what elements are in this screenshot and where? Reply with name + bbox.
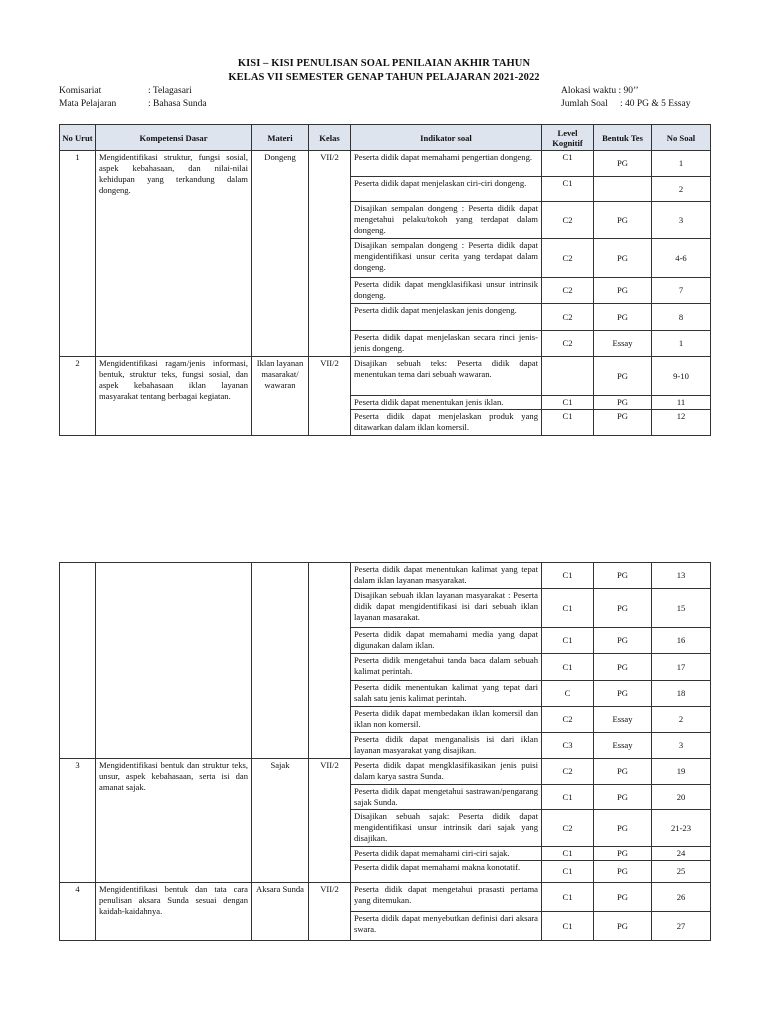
nosoal-cell: 25	[652, 861, 711, 883]
bentuk-cell: Essay	[594, 733, 652, 759]
indikator-cell: Peserta didik dapat mengetahui prasasti pertama yang ditemukan.	[351, 883, 542, 912]
indikator-cell: Peserta didik dapat menjelaskan produk yang ditawarkan dalam iklan komersil.	[351, 410, 542, 436]
bentuk-cell: PG	[594, 151, 652, 177]
col-header-bentuk: Bentuk Tes	[594, 125, 652, 151]
nosoal-cell: 2	[652, 177, 711, 202]
group-4-materi: Aksara Sunda	[252, 883, 309, 941]
level-cell: C1	[542, 912, 594, 941]
bentuk-cell: PG	[594, 810, 652, 847]
bentuk-cell: PG	[594, 861, 652, 883]
indikator-cell: Peserta didik menentukan kalimat yang tepat dari salah satu jenis kalimat perintah.	[351, 681, 542, 707]
col-header-kelas: Kelas	[309, 125, 351, 151]
indikator-cell: Peserta didik dapat memahami ciri-ciri sajak.	[351, 847, 542, 861]
nosoal-cell: 26	[652, 883, 711, 912]
group-3-kelas: VII/2	[309, 759, 351, 883]
col-header-no: No Urut	[60, 125, 96, 151]
bentuk-cell: PG	[594, 202, 652, 239]
level-cell: C1	[542, 563, 594, 589]
level-cell: C2	[542, 278, 594, 304]
komisariat-label: Komisariat	[59, 86, 102, 96]
indikator-cell: Peserta didik dapat menganalisis isi dari iklan layanan masyarakat yang disajikan.	[351, 733, 542, 759]
nosoal-cell: 21-23	[652, 810, 711, 847]
group-3-no: 3	[60, 759, 96, 883]
group-2-kelas-cont	[309, 563, 351, 759]
level-cell: C1	[542, 396, 594, 410]
level-cell: C	[542, 681, 594, 707]
alokasi-waktu: Alokasi waktu : 90’’	[561, 86, 639, 96]
indikator-cell: Peserta didik dapat mengklasifikasikan jenis puisi dalam karya sastra Sunda.	[351, 759, 542, 785]
group-2-kelas: VII/2	[309, 357, 351, 436]
nosoal-cell: 16	[652, 628, 711, 654]
table-row	[60, 759, 711, 785]
level-cell: C2	[542, 707, 594, 733]
level-cell: C2	[542, 202, 594, 239]
group-1-materi: Dongeng	[252, 151, 309, 357]
nosoal-cell: 3	[652, 733, 711, 759]
bentuk-cell: PG	[594, 681, 652, 707]
bentuk-cell: PG	[594, 628, 652, 654]
bentuk-cell: PG	[594, 304, 652, 331]
indikator-cell: Disajikan sempalan dongeng : Peserta didik dapat mengidentifikasi unsur cerita yang terdapat dalam dongeng.	[351, 239, 542, 278]
bentuk-cell: PG	[594, 912, 652, 941]
group-4-no: 4	[60, 883, 96, 941]
nosoal-cell: 13	[652, 563, 711, 589]
bentuk-cell: PG	[594, 396, 652, 410]
bentuk-cell: PG	[594, 847, 652, 861]
mapel-label: Mata Pelajaran	[59, 99, 117, 109]
group-3-kd: Mengidentifikasi bentuk dan struktur teks, unsur, aspek kebahasaan, serta isi dan amanat sajak.	[96, 759, 252, 883]
jumlah-soal-value: : 40 PG & 5 Essay	[620, 99, 691, 109]
kisi-table-part-1	[59, 124, 711, 436]
nosoal-cell: 4-6	[652, 239, 711, 278]
level-cell: C2	[542, 304, 594, 331]
level-cell	[542, 357, 594, 396]
bentuk-cell: PG	[594, 357, 652, 396]
nosoal-cell: 1	[652, 331, 711, 357]
group-4-kd: Mengidentifikasi bentuk dan tata cara penulisan aksara Sunda sesuai dengan kaidah-kaidahnya.	[96, 883, 252, 941]
level-cell: C1	[542, 151, 594, 177]
col-header-nosoal: No Soal	[652, 125, 711, 151]
col-header-kd: Kompetensi Dasar	[96, 125, 252, 151]
indikator-cell: Peserta didik dapat menjelaskan secara rinci jenis-jenis dongeng.	[351, 331, 542, 357]
nosoal-cell: 9-10	[652, 357, 711, 396]
nosoal-cell: 24	[652, 847, 711, 861]
indikator-cell: Peserta didik dapat memahami makna konotatif.	[351, 861, 542, 883]
bentuk-cell: PG	[594, 883, 652, 912]
table-row	[60, 151, 711, 177]
group-1-kd: Mengidentifikasi struktur, fungsi sosial, aspek kebahasaan, dan nilai-nilai kehidupan yang terkandung dalam dongeng.	[96, 151, 252, 357]
jumlah-soal-label: Jumlah Soal	[561, 99, 608, 109]
table-header-row	[60, 125, 711, 151]
col-header-level: Level Kognitif	[542, 125, 594, 151]
group-1-no: 1	[60, 151, 96, 357]
group-3-materi: Sajak	[252, 759, 309, 883]
group-2-no-cont	[60, 563, 96, 759]
group-1-kelas: VII/2	[309, 151, 351, 357]
bentuk-cell: PG	[594, 563, 652, 589]
indikator-cell: Peserta didik dapat menentukan kalimat yang tepat dalam iklan layanan masyarakat.	[351, 563, 542, 589]
group-2-kd-cont	[96, 563, 252, 759]
group-4-kelas: VII/2	[309, 883, 351, 941]
nosoal-cell: 15	[652, 589, 711, 628]
nosoal-cell: 12	[652, 410, 711, 436]
document-title-1: KISI – KISI PENULISAN SOAL PENILAIAN AKHIR TAHUN	[237, 58, 531, 69]
nosoal-cell: 18	[652, 681, 711, 707]
col-header-indikator: Indikator soal	[351, 125, 542, 151]
indikator-cell: Peserta didik dapat menjelaskan ciri-ciri dongeng.	[351, 177, 542, 202]
bentuk-cell: PG	[594, 654, 652, 681]
level-cell: C1	[542, 861, 594, 883]
group-2-kd: Mengidentifikasi ragam/jenis informasi, bentuk, struktur teks, fungsi sosial, dan aspek kebahasaan iklan layanan masyarakat tentang berbagai kegiatan.	[96, 357, 252, 436]
bentuk-cell: Essay	[594, 707, 652, 733]
indikator-cell: Peserta didik mengetahui tanda baca dalam sebuah kalimat perintah.	[351, 654, 542, 681]
bentuk-cell: PG	[594, 239, 652, 278]
bentuk-cell	[594, 177, 652, 202]
col-header-materi: Materi	[252, 125, 309, 151]
document-title-2: KELAS VII SEMESTER GENAP TAHUN PELAJARAN 2021-2022	[228, 72, 540, 83]
nosoal-cell: 19	[652, 759, 711, 785]
nosoal-cell: 1	[652, 151, 711, 177]
bentuk-cell: Essay	[594, 331, 652, 357]
indikator-cell: Peserta didik dapat mengklasifikasi unsur intrinsik dongeng.	[351, 278, 542, 304]
nosoal-cell: 2	[652, 707, 711, 733]
group-2-no: 2	[60, 357, 96, 436]
bentuk-cell: PG	[594, 278, 652, 304]
level-cell: C3	[542, 733, 594, 759]
level-cell: C2	[542, 239, 594, 278]
kisi-table-part-2	[59, 562, 711, 941]
level-cell: C2	[542, 331, 594, 357]
indikator-cell: Peserta didik dapat menyebutkan definisi dari aksara swara.	[351, 912, 542, 941]
level-cell: C1	[542, 177, 594, 202]
level-cell: C2	[542, 759, 594, 785]
bentuk-cell: PG	[594, 410, 652, 436]
level-cell: C1	[542, 628, 594, 654]
level-cell: C1	[542, 847, 594, 861]
level-cell: C1	[542, 654, 594, 681]
level-cell: C2	[542, 810, 594, 847]
nosoal-cell: 27	[652, 912, 711, 941]
table-row	[60, 883, 711, 912]
level-cell: C1	[542, 589, 594, 628]
table-row	[60, 357, 711, 396]
indikator-cell: Peserta didik dapat memahami media yang dapat digunakan dalam iklan.	[351, 628, 542, 654]
bentuk-cell: PG	[594, 589, 652, 628]
nosoal-cell: 3	[652, 202, 711, 239]
indikator-cell: Disajikan sebuah teks: Peserta didik dapat menentukan tema dari sebuah wawaran.	[351, 357, 542, 396]
indikator-cell: Disajikan sempalan dongeng : Peserta didik dapat mengetahui pelaku/tokoh yang terdapat dalam dongeng.	[351, 202, 542, 239]
group-2-materi-cont	[252, 563, 309, 759]
level-cell: C1	[542, 410, 594, 436]
nosoal-cell: 7	[652, 278, 711, 304]
nosoal-cell: 8	[652, 304, 711, 331]
indikator-cell: Peserta didik dapat memahami pengertian dongeng.	[351, 151, 542, 177]
group-2-materi: Iklan layanan masarakat/ wawaran	[252, 357, 309, 436]
indikator-cell: Peserta didik dapat menjelaskan jenis dongeng.	[351, 304, 542, 331]
indikator-cell: Disajikan sebuah sajak: Peserta didik dapat mengidentifikasi unsur intrinsik dari sajak yang disajikan.	[351, 810, 542, 847]
table-row	[60, 563, 711, 589]
nosoal-cell: 20	[652, 785, 711, 810]
nosoal-cell: 17	[652, 654, 711, 681]
bentuk-cell: PG	[594, 785, 652, 810]
level-cell: C1	[542, 883, 594, 912]
bentuk-cell: PG	[594, 759, 652, 785]
indikator-cell: Peserta didik dapat membedakan iklan komersil dan iklan non komersil.	[351, 707, 542, 733]
level-cell: C1	[542, 785, 594, 810]
mapel-value: : Bahasa Sunda	[148, 99, 207, 109]
komisariat-value: : Telagasari	[148, 86, 192, 96]
indikator-cell: Disajikan sebuah iklan layanan masyarakat : Peserta didik dapat mengidentifikasi isi dari sebuah iklan layanan masarakat.	[351, 589, 542, 628]
indikator-cell: Peserta didik dapat menentukan jenis iklan.	[351, 396, 542, 410]
nosoal-cell: 11	[652, 396, 711, 410]
indikator-cell: Peserta didik dapat mengetahui sastrawan/pengarang sajak Sunda.	[351, 785, 542, 810]
